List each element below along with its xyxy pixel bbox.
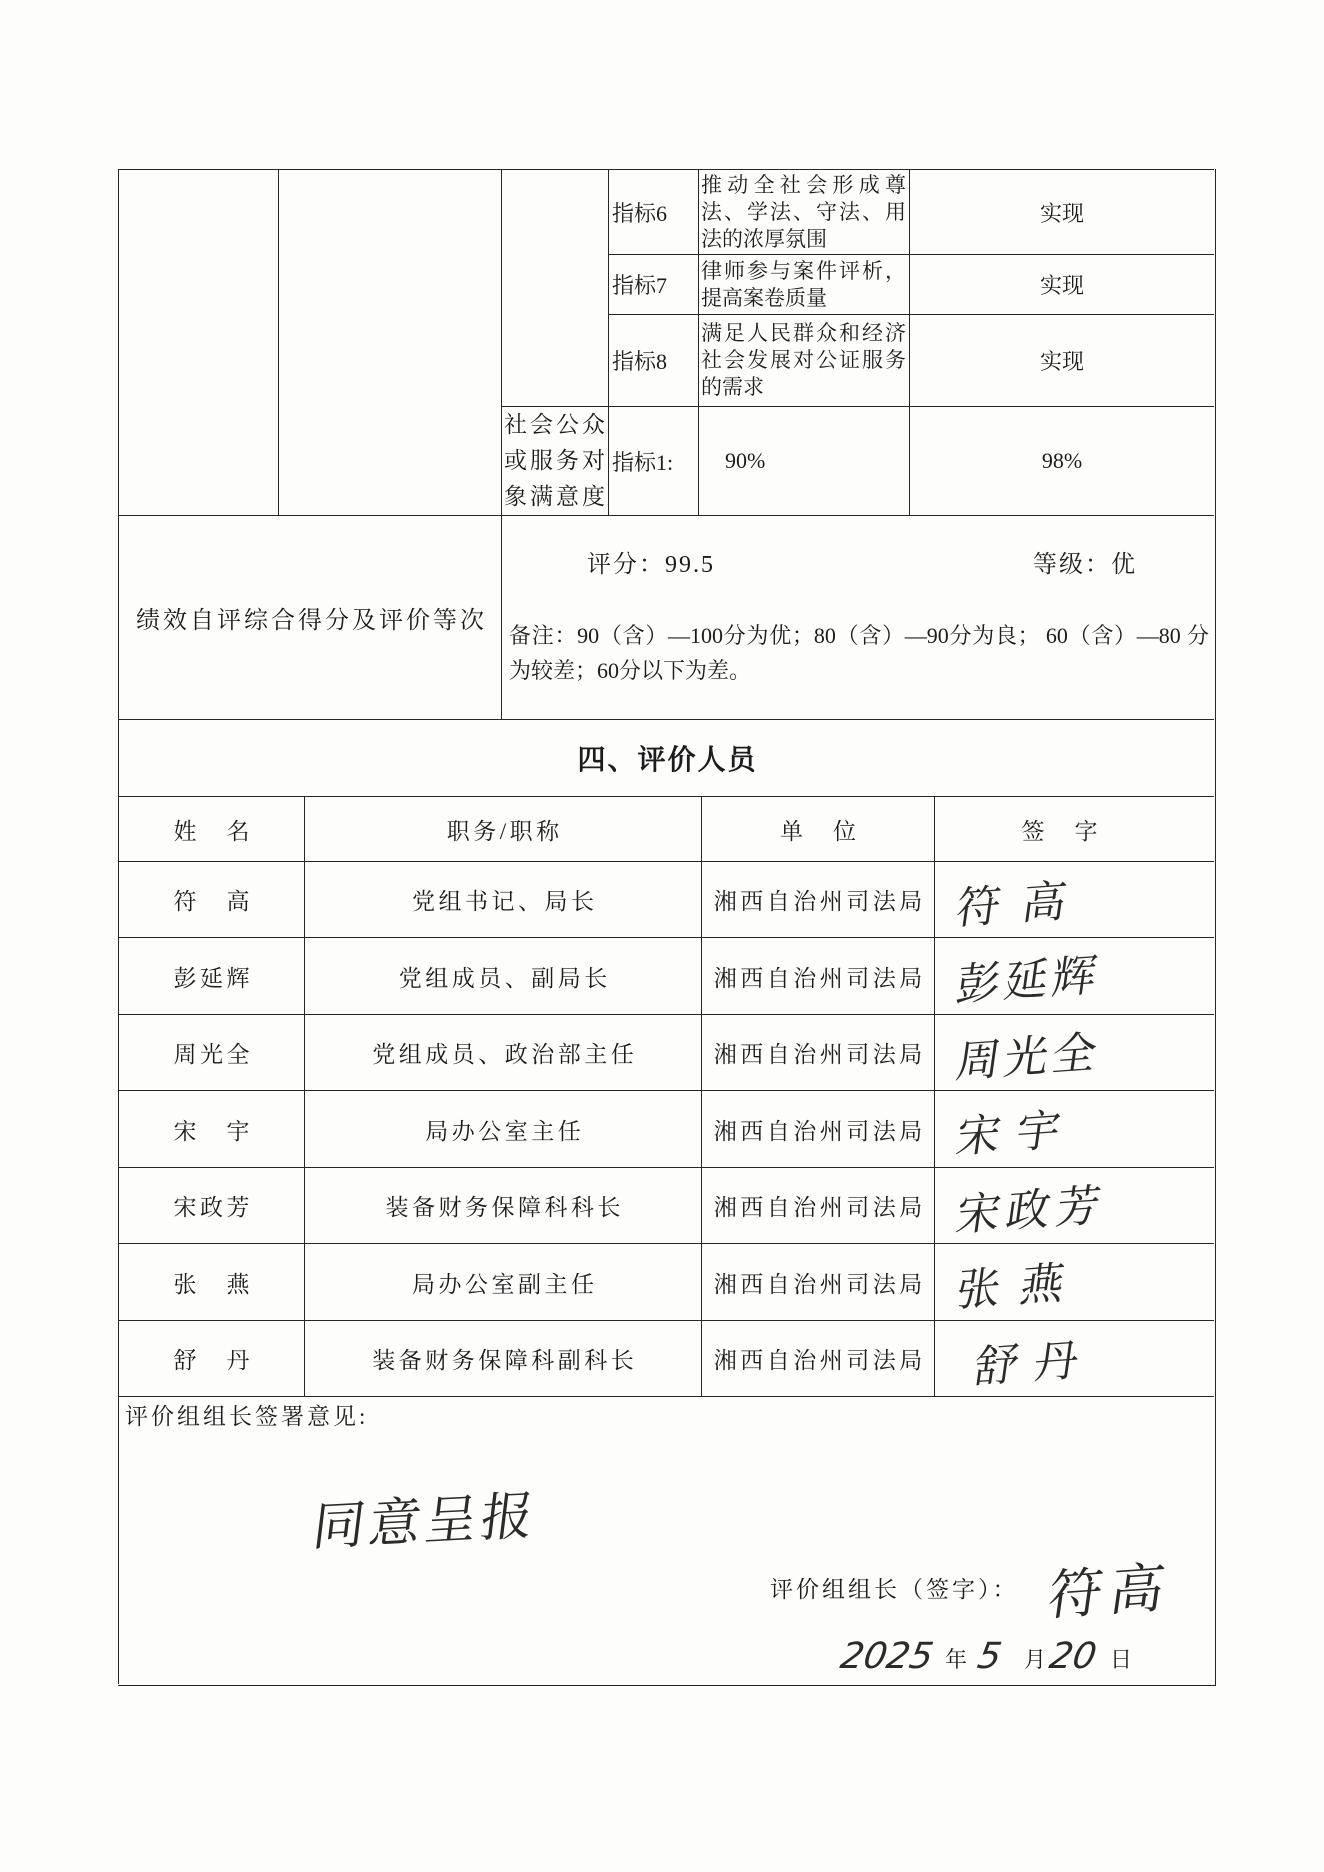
header-unit-cell [701,796,934,861]
evaluator-4-name-cell [118,1090,304,1167]
indicator-label: 指标6 [612,200,668,226]
evaluator-3-unit-cell [701,1014,934,1090]
satisfaction-result: 98% [1041,448,1083,473]
evaluator-signature: 符高 [952,873,1092,935]
score-label: 评分： [587,552,665,578]
indicator-result: 实现 [1039,349,1084,374]
evaluator-5-unit-cell [701,1167,934,1243]
section-title-cell [118,719,1214,796]
evaluator-signature: 周光全 [952,1026,1104,1088]
evaluator-3-signature-cell [934,1014,1214,1090]
evaluator-7-unit-cell [701,1320,934,1396]
evaluator-title: 党组成员、政治部主任 [372,1042,638,1067]
self-evaluation-result-cell [501,515,1214,719]
evaluator-signature: 宋政芳 [952,1179,1110,1242]
evaluator-title: 装备财务保障科科长 [385,1195,624,1220]
third-level-indicator-cell [501,169,608,406]
evaluator-unit: 湘西自治州司法局 [713,889,926,914]
satisfaction-target: 90% [725,448,766,473]
indicator-8-content-cell [698,314,909,406]
satisfaction-target-cell [698,406,909,515]
indicator-6-label-cell [608,169,698,254]
evaluator-1-signature-cell [934,861,1214,937]
evaluator-name: 张 燕 [173,1271,253,1297]
evaluator-name: 宋 宇 [173,1118,253,1144]
score-value: 99.5 [665,552,715,578]
evaluator-signature: 张燕 [952,1256,1088,1317]
evaluator-unit: 湘西自治州司法局 [713,1118,926,1144]
indicator-6-result-cell [909,169,1214,254]
evaluator-6-name-cell [118,1243,304,1320]
evaluator-signature: 舒丹 [970,1333,1098,1394]
grade-label: 等级： [1033,552,1111,578]
evaluator-name: 彭延辉 [173,965,253,991]
satisfaction-label-cell [608,406,698,515]
evaluator-name: 舒 丹 [173,1348,253,1373]
indicator-content: 满足人民群众和经济社会发展对公证服务的需求 [701,321,906,399]
evaluator-3-title-cell [304,1014,701,1090]
leader-signature-label: 评价组组长（签字）： [770,1577,1019,1602]
evaluator-2-title-cell [304,937,701,1014]
indicator-7-label-cell [608,254,698,314]
evaluator-signature: 彭延辉 [952,949,1104,1012]
indicator-content: 律师参与案件评析，提高案卷质量 [701,258,906,310]
header-signature-cell [934,796,1214,861]
date-day: 20 [1046,1636,1100,1677]
evaluator-4-unit-cell [701,1090,934,1167]
evaluator-5-name-cell [118,1167,304,1243]
satisfaction-label: 指标1: [612,449,674,475]
evaluator-unit: 湘西自治州司法局 [713,1195,926,1220]
evaluator-5-title-cell [304,1167,701,1243]
date-month: 5 [974,1636,1005,1677]
grading-remark: 备注：90（含）—100分为优；80（含）—90分为良； 60（含）—80 分为较差；60分以下为差。 [509,623,1209,683]
evaluator-5-signature-cell [934,1167,1214,1243]
evaluator-7-signature-cell [934,1320,1214,1396]
indicator-7-result-cell [909,254,1214,314]
indicator-result: 实现 [1039,273,1084,298]
evaluator-1-name-cell [118,861,304,937]
handwritten-opinion: 同意呈报 [309,1485,541,1559]
evaluator-7-name-cell [118,1320,304,1396]
date-year: 2025 [837,1636,937,1677]
indicator-7-content-cell [698,254,909,314]
second-level-indicator-cell [278,169,501,515]
header-name: 姓 名 [173,818,253,844]
evaluator-title: 局办公室副主任 [412,1271,598,1297]
date-day-unit: 日 [1110,1647,1133,1672]
evaluator-signature: 宋宇 [952,1103,1080,1164]
header-unit: 单 位 [780,818,860,844]
evaluator-unit: 湘西自治州司法局 [713,1042,926,1067]
evaluator-title: 党组成员、副局长 [398,965,611,991]
leader-opinion-cell [118,1396,1214,1684]
date-year-unit: 年 [945,1647,968,1672]
evaluator-3-name-cell [118,1014,304,1090]
evaluator-title: 局办公室主任 [425,1118,585,1144]
indicator-result: 实现 [1039,200,1084,226]
evaluator-title: 党组书记、局长 [412,889,598,914]
grade-line [1033,549,1137,581]
evaluator-2-name-cell [118,937,304,1014]
score-line [587,549,715,581]
satisfaction-category: 社会公众或服务对象满意度 [504,412,605,509]
evaluator-name: 宋政芳 [173,1195,253,1220]
evaluator-name: 周光全 [173,1042,253,1067]
header-signature: 签 字 [1021,818,1101,844]
indicator-8-result-cell [909,314,1214,406]
evaluator-name: 符 高 [173,889,253,914]
evaluator-2-signature-cell [934,937,1214,1014]
header-name-cell [118,796,304,861]
evaluator-6-title-cell [304,1243,701,1320]
indicator-8-label-cell [608,314,698,406]
leader-signature: 符高 [1044,1555,1177,1628]
evaluator-6-signature-cell [934,1243,1214,1320]
evaluator-2-unit-cell [701,937,934,1014]
evaluator-6-unit-cell [701,1243,934,1320]
leader-opinion-label: 评价组组长签署意见: [125,1404,369,1429]
grade-value: 优 [1111,552,1137,578]
evaluator-1-unit-cell [701,861,934,937]
evaluator-unit: 湘西自治州司法局 [713,965,926,991]
evaluator-unit: 湘西自治州司法局 [713,1271,926,1297]
self-evaluation-label-cell [118,515,501,719]
satisfaction-result-cell [909,406,1214,515]
evaluator-1-title-cell [304,861,701,937]
header-title: 职务/职称 [446,818,563,844]
satisfaction-category-cell [501,406,608,515]
evaluator-title: 装备财务保障科副科长 [372,1348,638,1373]
indicator-6-content-cell [698,169,909,254]
indicator-label: 指标7 [612,273,668,298]
evaluator-4-title-cell [304,1090,701,1167]
first-level-indicator-cell [118,169,278,515]
indicator-content: 推动全社会形成尊法、学法、守法、用法的浓厚氛围 [701,172,906,251]
section-title: 四、评价人员 [577,745,758,776]
evaluator-unit: 湘西自治州司法局 [713,1348,926,1373]
date-month-unit: 月 [1024,1647,1047,1672]
evaluator-7-title-cell [304,1320,701,1396]
indicator-label: 指标8 [612,349,668,374]
self-evaluation-label: 绩效自评综合得分及评价等次 [136,608,487,634]
evaluator-4-signature-cell [934,1090,1214,1167]
header-title-cell [304,796,701,861]
